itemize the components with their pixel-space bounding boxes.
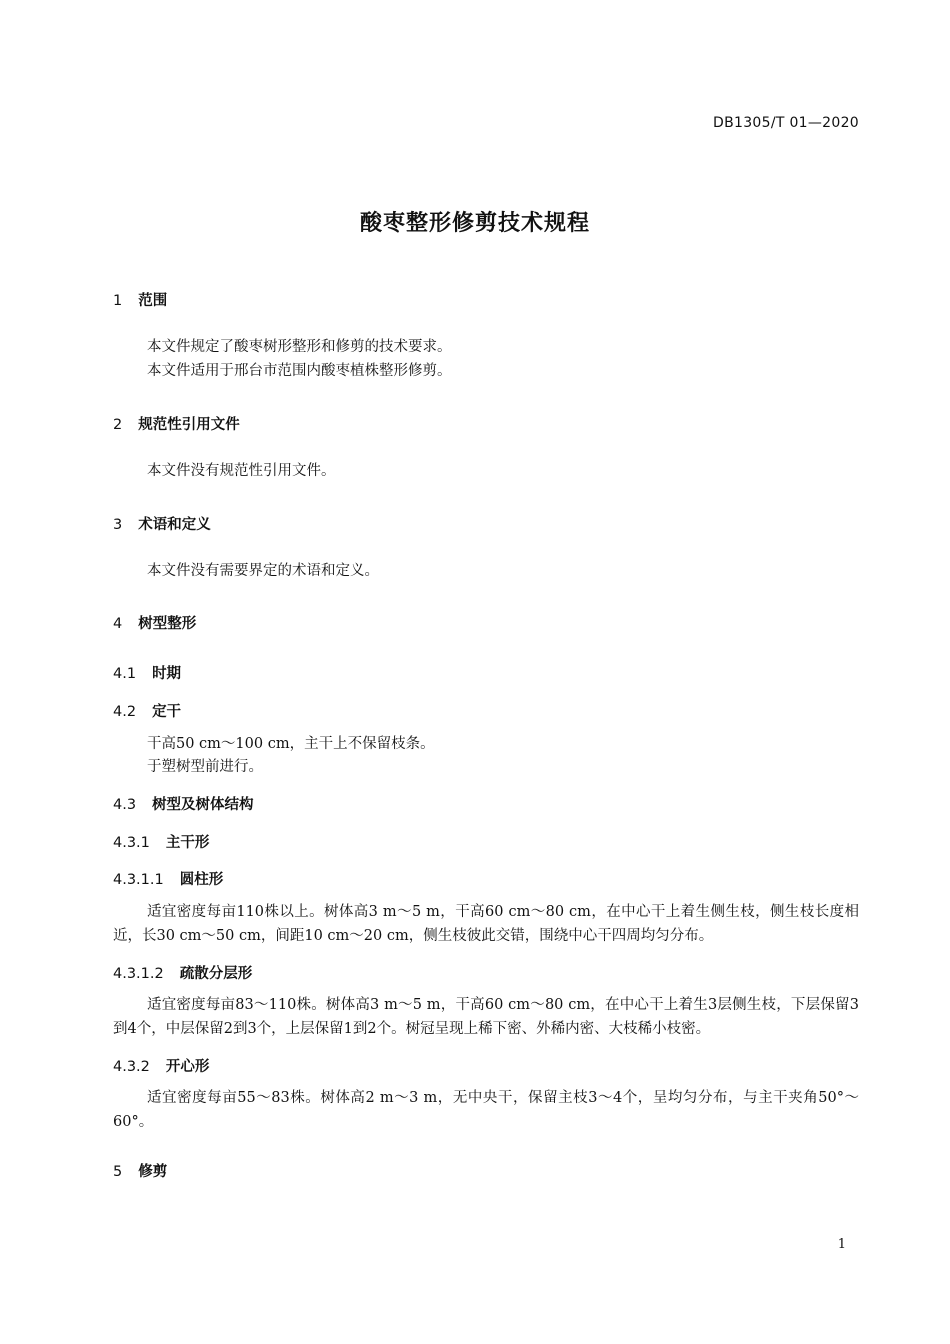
paragraph: 适宜密度每亩83～110株。树体高3 m～5 m，干高60 cm～80 cm，在中心干上着生3层侧生枝，下层保留3到4个，中层保留2到3个，上层保留1到2个。树冠呈现上稀下密、外稀内密、大枝稀小枝密。 <box>113 997 859 1037</box>
heading-number: 2 <box>113 417 123 433</box>
heading-text: 开心形 <box>165 1059 210 1075</box>
heading-text: 范围 <box>138 293 168 309</box>
heading-text: 圆柱形 <box>179 872 224 888</box>
paragraph: 于塑树型前进行。 <box>147 759 263 775</box>
heading-text: 术语和定义 <box>138 517 211 533</box>
heading-number: 4.2 <box>113 704 137 720</box>
document-title: 酸枣整形修剪技术规程 <box>359 211 590 236</box>
heading-4-3-2 <box>113 1055 209 1076</box>
paragraph: 适宜密度每亩110株以上。树体高3 m～5 m，干高60 cm～80 cm，在中心干上着生侧生枝，侧生枝长度相近，长30 cm～50 cm，间距10 cm～20 cm，侧生枝彼此交错，围绕中心干四周均匀分布。 <box>113 904 859 944</box>
page-number: 1 <box>837 1237 846 1252</box>
heading-number: 4.1 <box>113 666 137 682</box>
paragraph: 适宜密度每亩55～83株。树体高2 m～3 m，无中央干，保留主枝3～4个，呈均匀分布，与主干夹角50°～60°。 <box>113 1090 859 1130</box>
paragraph: 本文件没有需要界定的术语和定义。 <box>147 563 379 579</box>
heading-text: 规范性引用文件 <box>138 417 240 433</box>
heading-4-3-1-1 <box>113 868 223 889</box>
heading-4-3-1 <box>113 831 209 852</box>
heading-number: 4.3.1.1 <box>113 872 164 888</box>
heading-4-3 <box>113 793 254 814</box>
heading-text: 定干 <box>152 704 182 720</box>
heading-text: 树型及树体结构 <box>152 797 254 813</box>
heading-text: 树型整形 <box>138 616 197 632</box>
heading-text: 时期 <box>152 666 182 682</box>
heading-1 <box>113 289 167 310</box>
heading-number: 4.3.2 <box>113 1059 150 1075</box>
paragraph: 本文件规定了酸枣树形整形和修剪的技术要求。 <box>147 339 452 355</box>
heading-text: 疏散分层形 <box>179 966 253 982</box>
heading-number: 5 <box>113 1164 123 1180</box>
heading-5 <box>113 1160 167 1181</box>
paragraph: 本文件没有规范性引用文件。 <box>147 463 336 479</box>
heading-text: 修剪 <box>138 1164 168 1180</box>
paragraph: 本文件适用于邢台市范围内酸枣植株整形修剪。 <box>147 363 452 379</box>
heading-number: 4.3.1 <box>113 835 150 851</box>
heading-4-1 <box>113 662 181 683</box>
heading-3 <box>113 513 211 534</box>
heading-number: 4.3.1.2 <box>113 966 164 982</box>
heading-number: 1 <box>113 293 123 309</box>
heading-number: 4.3 <box>113 797 137 813</box>
heading-2 <box>113 413 240 434</box>
heading-number: 4 <box>113 616 123 632</box>
standard-code: DB1305/T 01—2020 <box>713 115 859 131</box>
heading-4 <box>113 612 196 633</box>
paragraph: 干高50 cm～100 cm，主干上不保留枝条。 <box>147 736 435 752</box>
heading-4-2 <box>113 700 181 721</box>
heading-text: 主干形 <box>165 835 210 851</box>
heading-number: 3 <box>113 517 123 533</box>
heading-4-3-1-2 <box>113 962 252 983</box>
